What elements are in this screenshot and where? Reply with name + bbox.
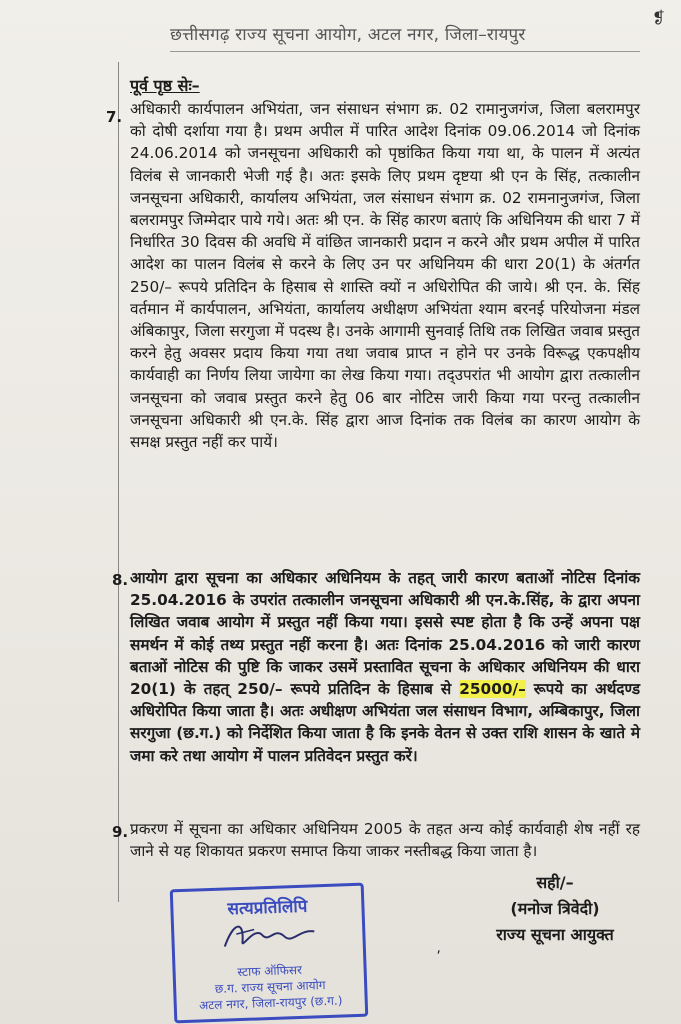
signature-sign-label: सही/– [536,873,574,892]
paragraph-text: प्रकरण में सूचना का अधिकार अधिनियम 2005 के तहत अन्य कोई कार्यवाही शेष नहीं रह जाने से यह शिकायत प्रकरण समाप्त किया जाकर नस्तीबद्ध किया जाता है। [130,820,640,861]
signature-block [470,870,640,948]
paragraph-number: 7. [106,108,123,126]
stamp-line-3: अटल नगर, जिला-रायपुर (छ.ग.) [198,993,343,1013]
penalty-amount-highlight: 25000/– [459,680,526,699]
paragraph-number: 8. [112,571,129,589]
letterhead: छत्तीसगढ़ राज्य सूचना आयोग, अटल नगर, जिला–रायपुर [170,22,640,52]
paragraph-text-after: रूपये का अर्थदण्ड अधिरोपित किया जाता है। अतः अधीक्षण अभियंता जल संसाधन विभाग, अम्बिकापुर, जिला सरगुजा (छ.ग.) को निर्देशित किया जाता है कि इनके वेतन से उक्त राशि शासन के खाते मे जमा करे तथा आयोग में पालन प्रतिवेदन प्रस्तुत करें। [130,680,641,765]
paragraph-7 [130,98,640,453]
corner-mark: ❡ [652,8,666,27]
margin-line [118,62,119,902]
stamp-title: सत्यप्रतिलिपि [227,896,308,920]
signatory-designation: राज्य सूचना आयुक्त [496,925,614,944]
stamp-line-1: स्टाफ ऑफिसर [237,962,303,980]
previous-page-label: पूर्व पृष्ठ सेः– [130,76,200,95]
certified-copy-stamp [170,883,369,1024]
stamp-line-2: छ.ग. राज्य सूचना आयोग [214,978,326,996]
paragraph-9 [130,818,640,862]
paragraph-8 [130,567,640,767]
paragraph-number: 9. [112,823,129,841]
signatory-name: (मनोज त्रिवेदी) [510,899,600,918]
ink-dot: ⸴ [437,942,441,958]
stamp-lines [175,960,365,1015]
paragraph-text: अधिकारी कार्यपालन अभियंता, जन संसाधन संभाग क्र. 02 रामानुजगंज, जिला बलरामपुर को दोषी दर्शाया गया है। प्रथम अपील में पारित आदेश दिनांक 09.06.2014 जो दिनांक 24.06.2014 को जनसूचना अधिकारी को पृष्ठांकित किया गया था, के पालन में अत्यंत विलंब से जानकारी भेजी गई है। अतः इसके लिए प्रथम दृष्टया श्री एन के सिंह, तत्कालीन जनसूचना अधिकारी, कार्यालय अभियंता, जल संसाधन संभाग क्र. 02 रामनानुजगंज, जिला बलरामपुर जिम्मेदार पाये गये। अतः श्री एन. के सिंह कारण बताएं कि अधिनियम की धारा 7 में निर्धारित 30 दिवस की अवधि में वांछित जानकारी प्रदान न करने और प्रथम अपील में पारित आदेश का पालन विलंब से करने के लिए उन पर अधिनियम की धारा 20(1) के अंतर्गत 250/– रूपये प्रतिदिन के हिसाब से शास्ति क्यों न अधिरोपित की जाये। श्री एन. के. सिंह वर्तमान में कार्यपालन, अभियंता, कार्यालय अधीक्षण अभियंता श्याम बरनई परियोजना मंडल अंबिकापुर, जिला सरगुजा में पदस्थ है। उनके आगामी सुनवाई तिथि तक लिखित जवाब प्रस्तुत करने हेतु अवसर प्रदाय किया गया तथा जवाब प्राप्त न होने पर उनके विरूद्ध एकपक्षीय कार्यवाही का निर्णय लिया जायेगा का लेख किया गया। तद्उपरांत भी आयोग द्वारा तत्कालीन जनसूचना को जवाब प्रस्तुत करने हेतु 06 बार नोटिस जारी किया गया परन्तु तत्कालीन जनसूचना अधिकारी श्री एन.के. सिंह द्वारा आज दिनांक तक विलंब का कारण आयोग के समक्ष प्रस्तुत नहीं कर पायें। [130,100,640,452]
handwritten-signature-icon [214,913,325,957]
paragraph-text [130,567,640,767]
paragraph-text-before: आयोग द्वारा सूचना का अधिकार अधिनियम के तहत् जारी कारण बताओं नोटिस दिनांक 25.04.2016 के उपरांत तत्कालीन जनसूचना अधिकारी श्री एन.के.सिंह, के द्वारा अपना लिखित जवाब आयोग में प्रस्तुत नहीं किया गया। इससे स्पष्ट होता है कि उन्हें अपना पक्ष समर्थन में कोई तथ्य प्रस्तुत नहीं करना है। अतः दिनांक 25.04.2016 को जारी कारण बताओं नोटिस की पुष्टि कि जाकर उसमें प्रस्तावित सूचना के अधिकार अधिनियम की धारा 20(1) के तहत् 250/– रूपये प्रतिदिन के हिसाब से [130,569,640,699]
